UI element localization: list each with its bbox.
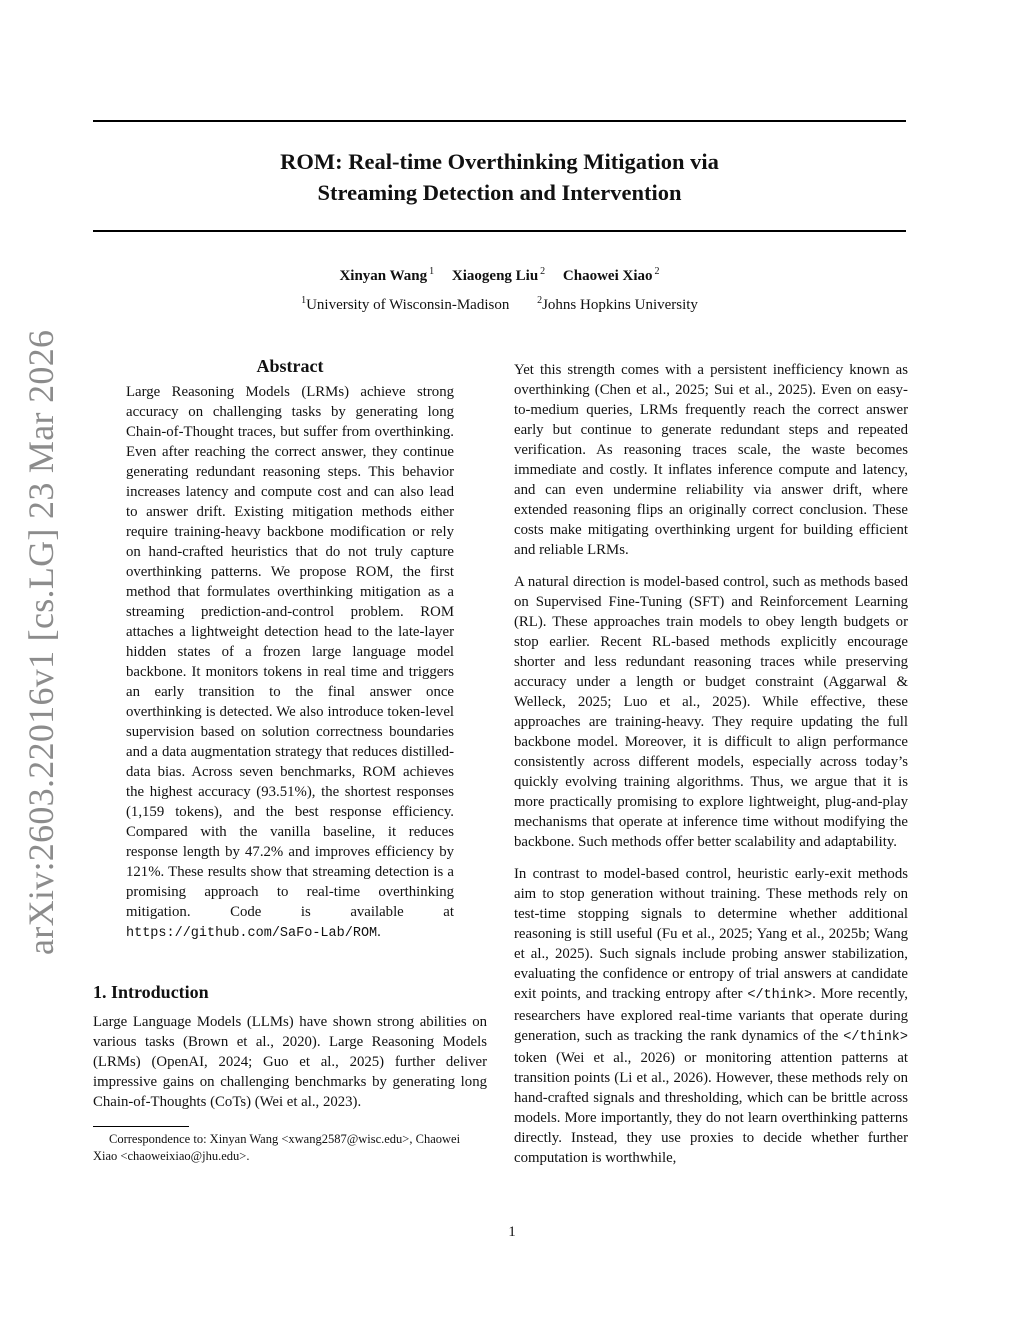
- paragraph: Yet this strength comes with a persistent inefficiency known as overthinking (Chen et al., 2025; Sui et al., 2025). Even on easy-to-medium queries, LRMs frequently reach the correct answer early but continue to generate redundant steps and repeated verification. As reasoning traces scale, the waste becomes immediate and costly. It inflates inference compute and latency, and can even undermine reliability via answer drift, where extended reasoning flips an originally correct conclusion. These costs make mitigating overthinking urgent for building efficient and reliable LRMs.: [514, 362, 908, 558]
- author-list: [93, 266, 906, 285]
- title-line-2: Streaming Detection and Intervention: [317, 180, 682, 205]
- author: Chaowei Xiao $^2$: [562, 266, 660, 284]
- arxiv-identifier: arXiv:2603.22016v1 [cs.LG] 23 Mar 2026: [21, 329, 61, 955]
- author: Xiaogeng Liu $^2$: [451, 266, 546, 284]
- right-column: [514, 360, 908, 1180]
- abstract-body: Large Reasoning Models (LRMs) achieve strong accuracy on challenging tasks by generating long Chain-of-Thought traces, but suffer from overthinking. Even after reaching the correct answer, they continue generating redundant reasoning steps. This behavior increases latency and compute cost and can also lead to answer drift. Existing mitigation methods either require training-heavy backbone modification or rely on hand-crafted heuristics that do not truly capture overthinking patterns. We propose ROM, the first method that formulates overthinking mitigation as a streaming prediction-and-control problem. ROM attaches a lightweight detection head to the late-layer hidden states of a frozen large language model backbone. It monitors tokens in real time and triggers an early transition to the final answer once overthinking is detected. We also introduce token-level supervision based on solution correctness boundaries and a data augmentation strategy that reduces distilled-data bias. Across seven benchmarks, ROM achieves the highest accuracy (93.51%), the shortest responses (1,159 tokens), and the best response efficiency. Compared with the vanilla baseline, it reduces response length by 47.2% and improves efficiency by 121%. These results show that streaming detection is a promising approach to real-time overthinking mitigation. Code is available at https://github.com/SaFo-Lab/ROM.: [126, 384, 454, 941]
- title-line-1: ROM: Real-time Overthinking Mitigation via: [280, 149, 719, 174]
- title-rule-top: [93, 120, 906, 122]
- abstract-heading: Abstract: [256, 356, 324, 376]
- paragraph: In contrast to model-based control, heuristic early-exit methods aim to stop generation without training. These methods rely on test-time stopping signals to determine whether additional reasoning is still useful (Fu et al., 2025; Yang et al., 2025b; Wang et al., 2025). Such signals include probing answer stabilization, evaluating the confidence or entropy of trial answers at candidate exit points, and tracking entropy after </think>. More recently, researchers have explored real-time variants that operate during generation, such as tracking the rank dynamics of the </think> token (Wei et al., 2026) or monitoring attention patterns at transition points (Li et al., 2026). However, these methods rely on hand-crafted signals and thresholding, which can be brittle across models. More importantly, they do not learn overthinking patterns directly. Instead, they use proxies to decide whether further computation is worthwhile,: [514, 866, 909, 1166]
- intro-paragraph: Large Language Models (LLMs) have shown strong abilities on various tasks (Brown et al., 2020). Large Reasoning Models (LRMs) (OpenAI, 2024; Guo et al., 2025) further deliver impressive gains on challenging benchmarks by generating long Chain-of-Thoughts (CoTs) (Wei et al., 2023).: [93, 1014, 487, 1110]
- code-link[interactable]: https://github.com/SaFo-Lab/ROM: [126, 926, 378, 941]
- author: Xinyan Wang $^1$: [339, 266, 435, 284]
- affiliation: $^2$Johns Hopkins University: [537, 295, 698, 313]
- think-tag: </think>: [843, 1030, 908, 1045]
- footnote-rule: [93, 1126, 189, 1127]
- section-heading-introduction: 1. Introduction: [93, 982, 209, 1002]
- left-column: [93, 356, 487, 1165]
- title-rule-bottom: [93, 230, 906, 232]
- affiliation: $^1$University of Wisconsin-Madison: [301, 295, 510, 313]
- affiliation-list: [93, 295, 906, 314]
- page-number: 1: [508, 1224, 516, 1240]
- paper-title: [93, 146, 906, 208]
- think-tag: </think>: [747, 988, 813, 1003]
- paragraph: A natural direction is model-based control, such as methods based on Supervised Fine-Tuning (SFT) and Reinforcement Learning (RL). These approaches train models to obey length budgets or stop earlier. Recent RL-based methods explicitly encourage shorter and less redundant reasoning traces while preserving accuracy under a length or budget constraint (Aggarwal & Welleck, 2025; Luo et al., 2025). While effective, these approaches are training-heavy. They require updating the full backbone model. Moreover, it is difficult to align performance consistently across different models, especially across today’s quickly evolving training algorithms. Thus, we argue that it is more practically promising to explore lightweight, plug-and-play mechanisms that operate at inference time without modifying the backbone. Such methods offer better scalability and adaptability.: [514, 574, 908, 850]
- correspondence-footnote: Correspondence to: Xinyan Wang <xwang2587@wisc.edu>, Chaowei Xiao <chaoweixiao@jhu.edu>.: [93, 1132, 461, 1163]
